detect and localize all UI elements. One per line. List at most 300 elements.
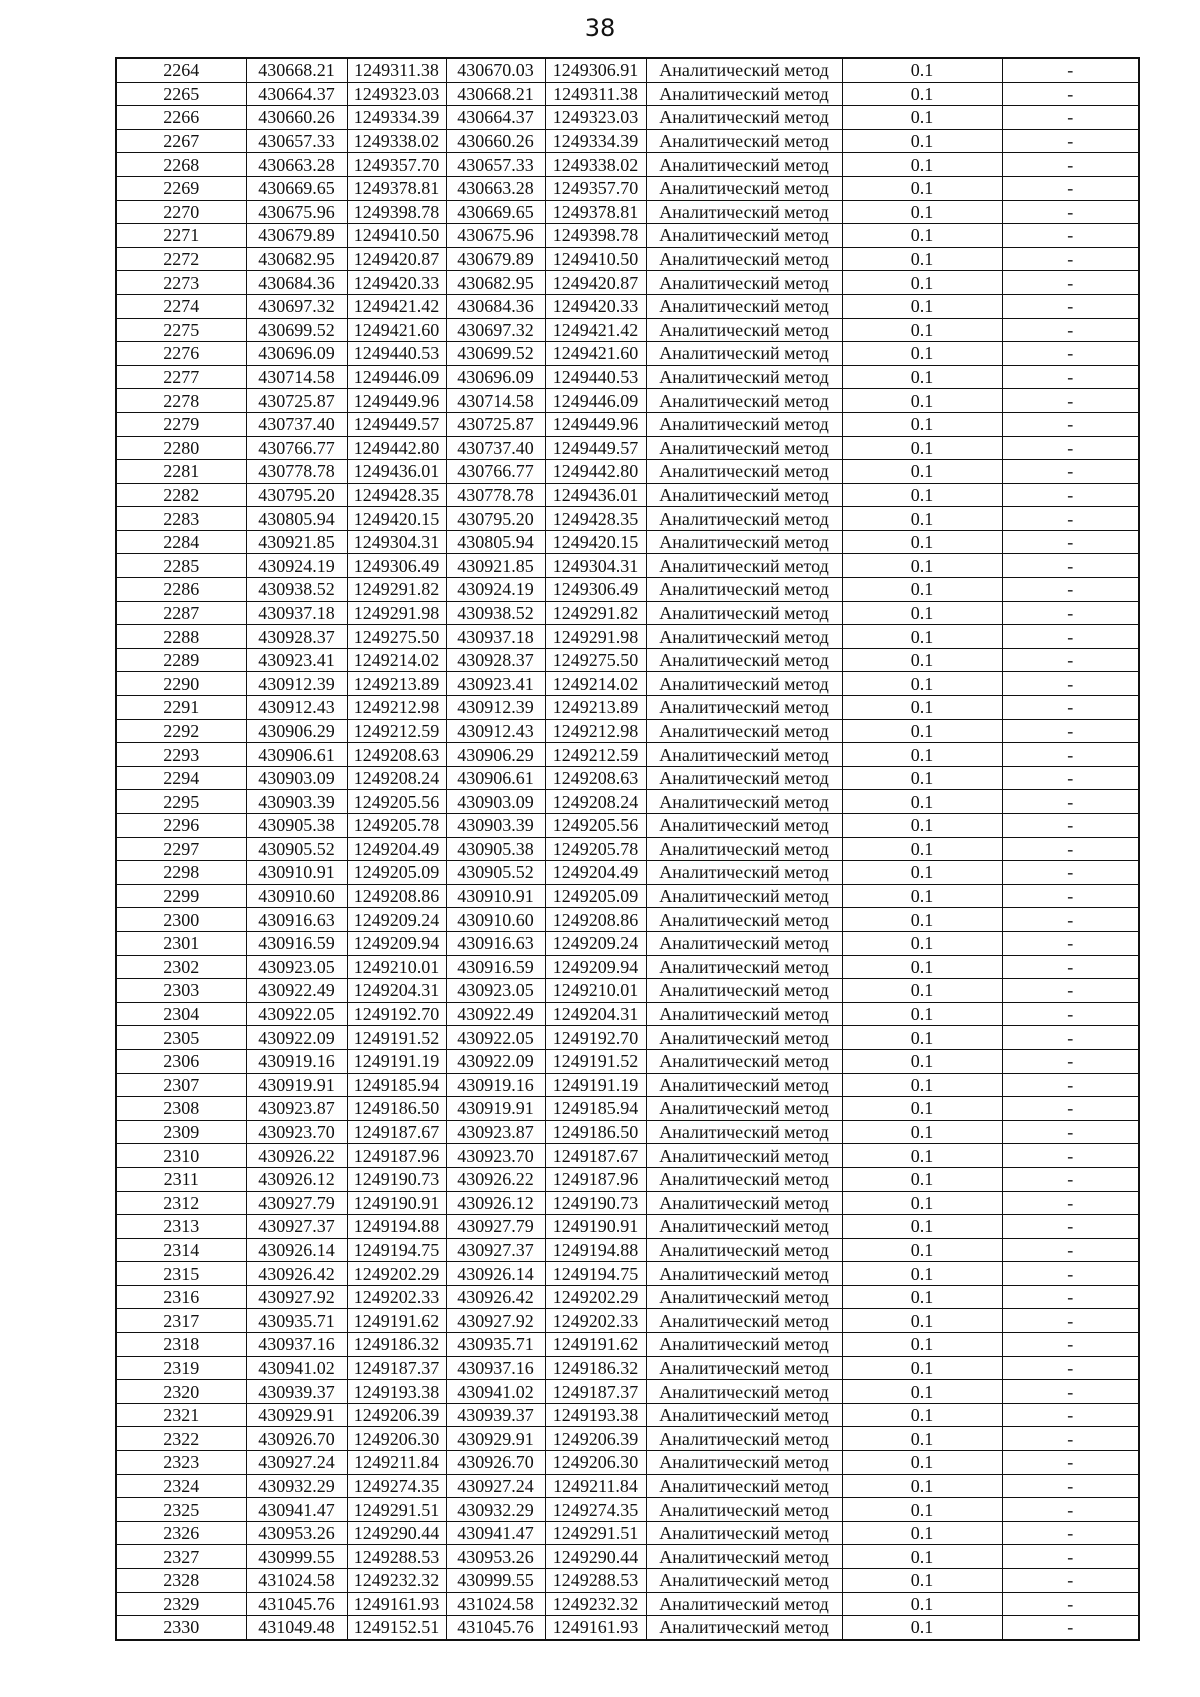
accuracy-cell: 0.1 xyxy=(842,1569,1002,1593)
point-number-cell: 2295 xyxy=(116,790,246,814)
note-cell: - xyxy=(1002,1309,1139,1333)
note-cell: - xyxy=(1002,58,1139,82)
note-cell: - xyxy=(1002,200,1139,224)
point-number-cell: 2294 xyxy=(116,766,246,790)
prev-x-coordinate-cell: 430926.14 xyxy=(446,1262,545,1286)
y-coordinate-cell: 1249190.91 xyxy=(347,1191,446,1215)
note-cell: - xyxy=(1002,1144,1139,1168)
point-number-cell: 2297 xyxy=(116,837,246,861)
y-coordinate-cell: 1249206.30 xyxy=(347,1427,446,1451)
table-row xyxy=(116,483,1139,507)
prev-x-coordinate-cell: 430999.55 xyxy=(446,1569,545,1593)
y-coordinate-cell: 1249275.50 xyxy=(347,625,446,649)
y-coordinate-cell: 1249191.19 xyxy=(347,1049,446,1073)
note-cell: - xyxy=(1002,1403,1139,1427)
note-cell: - xyxy=(1002,884,1139,908)
point-number-cell: 2284 xyxy=(116,530,246,554)
prev-y-coordinate-cell: 1249398.78 xyxy=(545,224,646,248)
method-cell: Аналитический метод xyxy=(646,82,842,106)
note-cell: - xyxy=(1002,1380,1139,1404)
point-number-cell: 2269 xyxy=(116,176,246,200)
table-row xyxy=(116,1002,1139,1026)
prev-x-coordinate-cell: 430668.21 xyxy=(446,82,545,106)
x-coordinate-cell: 430937.16 xyxy=(246,1333,347,1357)
x-coordinate-cell: 430923.05 xyxy=(246,955,347,979)
point-number-cell: 2324 xyxy=(116,1474,246,1498)
accuracy-cell: 0.1 xyxy=(842,790,1002,814)
prev-x-coordinate-cell: 430926.12 xyxy=(446,1191,545,1215)
point-number-cell: 2292 xyxy=(116,719,246,743)
table-row xyxy=(116,1238,1139,1262)
prev-x-coordinate-cell: 430953.26 xyxy=(446,1545,545,1569)
prev-x-coordinate-cell: 430910.60 xyxy=(446,908,545,932)
point-number-cell: 2291 xyxy=(116,696,246,720)
point-number-cell: 2310 xyxy=(116,1144,246,1168)
point-number-cell: 2278 xyxy=(116,389,246,413)
y-coordinate-cell: 1249208.63 xyxy=(347,743,446,767)
method-cell: Аналитический метод xyxy=(646,884,842,908)
table-row xyxy=(116,1616,1139,1640)
accuracy-cell: 0.1 xyxy=(842,719,1002,743)
note-cell: - xyxy=(1002,1333,1139,1357)
table-row xyxy=(116,1144,1139,1168)
point-number-cell: 2321 xyxy=(116,1403,246,1427)
point-number-cell: 2265 xyxy=(116,82,246,106)
y-coordinate-cell: 1249212.59 xyxy=(347,719,446,743)
prev-y-coordinate-cell: 1249306.91 xyxy=(545,58,646,82)
point-number-cell: 2298 xyxy=(116,861,246,885)
prev-x-coordinate-cell: 430905.52 xyxy=(446,861,545,885)
accuracy-cell: 0.1 xyxy=(842,908,1002,932)
prev-x-coordinate-cell: 430923.87 xyxy=(446,1120,545,1144)
y-coordinate-cell: 1249187.96 xyxy=(347,1144,446,1168)
method-cell: Аналитический метод xyxy=(646,129,842,153)
y-coordinate-cell: 1249213.89 xyxy=(347,672,446,696)
note-cell: - xyxy=(1002,82,1139,106)
accuracy-cell: 0.1 xyxy=(842,1073,1002,1097)
y-coordinate-cell: 1249191.62 xyxy=(347,1309,446,1333)
method-cell: Аналитический метод xyxy=(646,1474,842,1498)
point-number-cell: 2274 xyxy=(116,294,246,318)
prev-y-coordinate-cell: 1249205.56 xyxy=(545,814,646,838)
note-cell: - xyxy=(1002,1451,1139,1475)
point-number-cell: 2323 xyxy=(116,1451,246,1475)
y-coordinate-cell: 1249208.24 xyxy=(347,766,446,790)
prev-x-coordinate-cell: 430927.24 xyxy=(446,1474,545,1498)
accuracy-cell: 0.1 xyxy=(842,1002,1002,1026)
coordinates-table xyxy=(115,57,1140,1641)
note-cell: - xyxy=(1002,294,1139,318)
y-coordinate-cell: 1249449.96 xyxy=(347,389,446,413)
y-coordinate-cell: 1249338.02 xyxy=(347,129,446,153)
method-cell: Аналитический метод xyxy=(646,696,842,720)
point-number-cell: 2322 xyxy=(116,1427,246,1451)
x-coordinate-cell: 430929.91 xyxy=(246,1403,347,1427)
x-coordinate-cell: 430999.55 xyxy=(246,1545,347,1569)
x-coordinate-cell: 430696.09 xyxy=(246,342,347,366)
prev-y-coordinate-cell: 1249206.39 xyxy=(545,1427,646,1451)
method-cell: Аналитический метод xyxy=(646,1521,842,1545)
y-coordinate-cell: 1249202.29 xyxy=(347,1262,446,1286)
prev-y-coordinate-cell: 1249202.29 xyxy=(545,1285,646,1309)
prev-x-coordinate-cell: 430905.38 xyxy=(446,837,545,861)
point-number-cell: 2283 xyxy=(116,507,246,531)
method-cell: Аналитический метод xyxy=(646,625,842,649)
method-cell: Аналитический метод xyxy=(646,1285,842,1309)
x-coordinate-cell: 430932.29 xyxy=(246,1474,347,1498)
point-number-cell: 2289 xyxy=(116,648,246,672)
note-cell: - xyxy=(1002,1521,1139,1545)
y-coordinate-cell: 1249436.01 xyxy=(347,460,446,484)
table-row xyxy=(116,224,1139,248)
point-number-cell: 2326 xyxy=(116,1521,246,1545)
prev-y-coordinate-cell: 1249185.94 xyxy=(545,1097,646,1121)
method-cell: Аналитический метод xyxy=(646,979,842,1003)
note-cell: - xyxy=(1002,578,1139,602)
y-coordinate-cell: 1249194.88 xyxy=(347,1215,446,1239)
prev-x-coordinate-cell: 430670.03 xyxy=(446,58,545,82)
table-row xyxy=(116,176,1139,200)
x-coordinate-cell: 430916.59 xyxy=(246,931,347,955)
prev-x-coordinate-cell: 430924.19 xyxy=(446,578,545,602)
accuracy-cell: 0.1 xyxy=(842,200,1002,224)
note-cell: - xyxy=(1002,814,1139,838)
prev-x-coordinate-cell: 430906.29 xyxy=(446,743,545,767)
note-cell: - xyxy=(1002,106,1139,130)
prev-y-coordinate-cell: 1249191.52 xyxy=(545,1049,646,1073)
prev-y-coordinate-cell: 1249187.96 xyxy=(545,1167,646,1191)
point-number-cell: 2311 xyxy=(116,1167,246,1191)
note-cell: - xyxy=(1002,1215,1139,1239)
note-cell: - xyxy=(1002,1545,1139,1569)
method-cell: Аналитический метод xyxy=(646,837,842,861)
accuracy-cell: 0.1 xyxy=(842,1144,1002,1168)
y-coordinate-cell: 1249398.78 xyxy=(347,200,446,224)
prev-y-coordinate-cell: 1249436.01 xyxy=(545,483,646,507)
table-row xyxy=(116,1215,1139,1239)
accuracy-cell: 0.1 xyxy=(842,1545,1002,1569)
method-cell: Аналитический метод xyxy=(646,1144,842,1168)
table-row xyxy=(116,436,1139,460)
note-cell: - xyxy=(1002,979,1139,1003)
table-row xyxy=(116,153,1139,177)
prev-y-coordinate-cell: 1249306.49 xyxy=(545,578,646,602)
point-number-cell: 2264 xyxy=(116,58,246,82)
x-coordinate-cell: 430923.70 xyxy=(246,1120,347,1144)
x-coordinate-cell: 430923.41 xyxy=(246,648,347,672)
prev-y-coordinate-cell: 1249194.75 xyxy=(545,1262,646,1286)
y-coordinate-cell: 1249192.70 xyxy=(347,1002,446,1026)
accuracy-cell: 0.1 xyxy=(842,1167,1002,1191)
y-coordinate-cell: 1249410.50 xyxy=(347,224,446,248)
prev-y-coordinate-cell: 1249323.03 xyxy=(545,106,646,130)
note-cell: - xyxy=(1002,176,1139,200)
prev-y-coordinate-cell: 1249211.84 xyxy=(545,1474,646,1498)
point-number-cell: 2304 xyxy=(116,1002,246,1026)
method-cell: Аналитический метод xyxy=(646,1120,842,1144)
prev-x-coordinate-cell: 431024.58 xyxy=(446,1592,545,1616)
note-cell: - xyxy=(1002,554,1139,578)
prev-y-coordinate-cell: 1249291.51 xyxy=(545,1521,646,1545)
point-number-cell: 2287 xyxy=(116,601,246,625)
table-row xyxy=(116,82,1139,106)
point-number-cell: 2305 xyxy=(116,1026,246,1050)
y-coordinate-cell: 1249357.70 xyxy=(347,153,446,177)
accuracy-cell: 0.1 xyxy=(842,1592,1002,1616)
prev-x-coordinate-cell: 430932.29 xyxy=(446,1498,545,1522)
point-number-cell: 2271 xyxy=(116,224,246,248)
x-coordinate-cell: 430903.39 xyxy=(246,790,347,814)
table-row xyxy=(116,979,1139,1003)
accuracy-cell: 0.1 xyxy=(842,743,1002,767)
note-cell: - xyxy=(1002,436,1139,460)
note-cell: - xyxy=(1002,483,1139,507)
y-coordinate-cell: 1249440.53 xyxy=(347,342,446,366)
prev-x-coordinate-cell: 430805.94 xyxy=(446,530,545,554)
note-cell: - xyxy=(1002,1191,1139,1215)
prev-y-coordinate-cell: 1249357.70 xyxy=(545,176,646,200)
table-row xyxy=(116,1569,1139,1593)
prev-x-coordinate-cell: 430714.58 xyxy=(446,389,545,413)
method-cell: Аналитический метод xyxy=(646,483,842,507)
prev-y-coordinate-cell: 1249202.33 xyxy=(545,1309,646,1333)
point-number-cell: 2277 xyxy=(116,365,246,389)
point-number-cell: 2301 xyxy=(116,931,246,955)
note-cell: - xyxy=(1002,389,1139,413)
x-coordinate-cell: 430910.60 xyxy=(246,884,347,908)
point-number-cell: 2309 xyxy=(116,1120,246,1144)
x-coordinate-cell: 430912.39 xyxy=(246,672,347,696)
point-number-cell: 2296 xyxy=(116,814,246,838)
table-row xyxy=(116,1167,1139,1191)
prev-x-coordinate-cell: 430664.37 xyxy=(446,106,545,130)
prev-y-coordinate-cell: 1249208.86 xyxy=(545,908,646,932)
accuracy-cell: 0.1 xyxy=(842,625,1002,649)
accuracy-cell: 0.1 xyxy=(842,58,1002,82)
point-number-cell: 2267 xyxy=(116,129,246,153)
method-cell: Аналитический метод xyxy=(646,578,842,602)
table-row xyxy=(116,412,1139,436)
prev-x-coordinate-cell: 430669.65 xyxy=(446,200,545,224)
method-cell: Аналитический метод xyxy=(646,153,842,177)
point-number-cell: 2317 xyxy=(116,1309,246,1333)
prev-y-coordinate-cell: 1249304.31 xyxy=(545,554,646,578)
accuracy-cell: 0.1 xyxy=(842,1403,1002,1427)
accuracy-cell: 0.1 xyxy=(842,106,1002,130)
method-cell: Аналитический метод xyxy=(646,507,842,531)
point-number-cell: 2266 xyxy=(116,106,246,130)
table-row xyxy=(116,1498,1139,1522)
note-cell: - xyxy=(1002,601,1139,625)
accuracy-cell: 0.1 xyxy=(842,1356,1002,1380)
point-number-cell: 2282 xyxy=(116,483,246,507)
accuracy-cell: 0.1 xyxy=(842,365,1002,389)
prev-y-coordinate-cell: 1249208.63 xyxy=(545,766,646,790)
prev-y-coordinate-cell: 1249288.53 xyxy=(545,1569,646,1593)
table-row xyxy=(116,389,1139,413)
accuracy-cell: 0.1 xyxy=(842,389,1002,413)
prev-x-coordinate-cell: 430927.37 xyxy=(446,1238,545,1262)
note-cell: - xyxy=(1002,743,1139,767)
x-coordinate-cell: 430805.94 xyxy=(246,507,347,531)
accuracy-cell: 0.1 xyxy=(842,696,1002,720)
note-cell: - xyxy=(1002,318,1139,342)
prev-y-coordinate-cell: 1249190.91 xyxy=(545,1215,646,1239)
y-coordinate-cell: 1249202.33 xyxy=(347,1285,446,1309)
prev-y-coordinate-cell: 1249191.19 xyxy=(545,1073,646,1097)
prev-y-coordinate-cell: 1249420.15 xyxy=(545,530,646,554)
prev-x-coordinate-cell: 430663.28 xyxy=(446,176,545,200)
table-row xyxy=(116,318,1139,342)
prev-y-coordinate-cell: 1249205.09 xyxy=(545,884,646,908)
note-cell: - xyxy=(1002,1049,1139,1073)
prev-y-coordinate-cell: 1249440.53 xyxy=(545,365,646,389)
x-coordinate-cell: 430657.33 xyxy=(246,129,347,153)
prev-x-coordinate-cell: 430795.20 xyxy=(446,507,545,531)
note-cell: - xyxy=(1002,271,1139,295)
prev-y-coordinate-cell: 1249421.60 xyxy=(545,342,646,366)
prev-x-coordinate-cell: 430912.39 xyxy=(446,696,545,720)
method-cell: Аналитический метод xyxy=(646,436,842,460)
x-coordinate-cell: 430919.16 xyxy=(246,1049,347,1073)
method-cell: Аналитический метод xyxy=(646,224,842,248)
point-number-cell: 2318 xyxy=(116,1333,246,1357)
method-cell: Аналитический метод xyxy=(646,1569,842,1593)
accuracy-cell: 0.1 xyxy=(842,271,1002,295)
prev-y-coordinate-cell: 1249420.87 xyxy=(545,271,646,295)
x-coordinate-cell: 430928.37 xyxy=(246,625,347,649)
prev-y-coordinate-cell: 1249291.82 xyxy=(545,601,646,625)
x-coordinate-cell: 430926.14 xyxy=(246,1238,347,1262)
x-coordinate-cell: 430737.40 xyxy=(246,412,347,436)
page-number: 38 xyxy=(584,14,616,42)
accuracy-cell: 0.1 xyxy=(842,837,1002,861)
table-row xyxy=(116,696,1139,720)
method-cell: Аналитический метод xyxy=(646,1403,842,1427)
prev-x-coordinate-cell: 430919.16 xyxy=(446,1073,545,1097)
method-cell: Аналитический метод xyxy=(646,1002,842,1026)
y-coordinate-cell: 1249428.35 xyxy=(347,483,446,507)
point-number-cell: 2303 xyxy=(116,979,246,1003)
x-coordinate-cell: 430926.22 xyxy=(246,1144,347,1168)
x-coordinate-cell: 431049.48 xyxy=(246,1616,347,1640)
accuracy-cell: 0.1 xyxy=(842,129,1002,153)
y-coordinate-cell: 1249152.51 xyxy=(347,1616,446,1640)
prev-x-coordinate-cell: 430696.09 xyxy=(446,365,545,389)
y-coordinate-cell: 1249306.49 xyxy=(347,554,446,578)
prev-y-coordinate-cell: 1249193.38 xyxy=(545,1403,646,1427)
prev-y-coordinate-cell: 1249208.24 xyxy=(545,790,646,814)
x-coordinate-cell: 431024.58 xyxy=(246,1569,347,1593)
point-number-cell: 2299 xyxy=(116,884,246,908)
accuracy-cell: 0.1 xyxy=(842,554,1002,578)
x-coordinate-cell: 430664.37 xyxy=(246,82,347,106)
prev-x-coordinate-cell: 430937.16 xyxy=(446,1356,545,1380)
method-cell: Аналитический метод xyxy=(646,1427,842,1451)
accuracy-cell: 0.1 xyxy=(842,1498,1002,1522)
x-coordinate-cell: 430939.37 xyxy=(246,1380,347,1404)
prev-y-coordinate-cell: 1249209.94 xyxy=(545,955,646,979)
note-cell: - xyxy=(1002,412,1139,436)
prev-y-coordinate-cell: 1249186.32 xyxy=(545,1356,646,1380)
accuracy-cell: 0.1 xyxy=(842,931,1002,955)
method-cell: Аналитический метод xyxy=(646,412,842,436)
prev-y-coordinate-cell: 1249186.50 xyxy=(545,1120,646,1144)
prev-y-coordinate-cell: 1249204.49 xyxy=(545,861,646,885)
point-number-cell: 2307 xyxy=(116,1073,246,1097)
x-coordinate-cell: 430669.65 xyxy=(246,176,347,200)
prev-y-coordinate-cell: 1249275.50 xyxy=(545,648,646,672)
prev-x-coordinate-cell: 430926.42 xyxy=(446,1285,545,1309)
note-cell: - xyxy=(1002,861,1139,885)
y-coordinate-cell: 1249193.38 xyxy=(347,1380,446,1404)
prev-x-coordinate-cell: 430660.26 xyxy=(446,129,545,153)
prev-y-coordinate-cell: 1249214.02 xyxy=(545,672,646,696)
prev-x-coordinate-cell: 430929.91 xyxy=(446,1427,545,1451)
prev-y-coordinate-cell: 1249213.89 xyxy=(545,696,646,720)
x-coordinate-cell: 430660.26 xyxy=(246,106,347,130)
accuracy-cell: 0.1 xyxy=(842,1262,1002,1286)
method-cell: Аналитический метод xyxy=(646,648,842,672)
accuracy-cell: 0.1 xyxy=(842,82,1002,106)
point-number-cell: 2272 xyxy=(116,247,246,271)
note-cell: - xyxy=(1002,1616,1139,1640)
table-row xyxy=(116,507,1139,531)
y-coordinate-cell: 1249205.78 xyxy=(347,814,446,838)
method-cell: Аналитический метод xyxy=(646,365,842,389)
method-cell: Аналитический метод xyxy=(646,1049,842,1073)
accuracy-cell: 0.1 xyxy=(842,884,1002,908)
table-row xyxy=(116,814,1139,838)
point-number-cell: 2308 xyxy=(116,1097,246,1121)
y-coordinate-cell: 1249274.35 xyxy=(347,1474,446,1498)
point-number-cell: 2312 xyxy=(116,1191,246,1215)
method-cell: Аналитический метод xyxy=(646,1026,842,1050)
note-cell: - xyxy=(1002,1427,1139,1451)
point-number-cell: 2279 xyxy=(116,412,246,436)
method-cell: Аналитический метод xyxy=(646,530,842,554)
point-number-cell: 2280 xyxy=(116,436,246,460)
prev-x-coordinate-cell: 430922.05 xyxy=(446,1026,545,1050)
table-row xyxy=(116,1380,1139,1404)
prev-x-coordinate-cell: 430916.59 xyxy=(446,955,545,979)
table-row xyxy=(116,1592,1139,1616)
y-coordinate-cell: 1249290.44 xyxy=(347,1521,446,1545)
accuracy-cell: 0.1 xyxy=(842,1238,1002,1262)
y-coordinate-cell: 1249291.98 xyxy=(347,601,446,625)
method-cell: Аналитический метод xyxy=(646,672,842,696)
x-coordinate-cell: 430926.12 xyxy=(246,1167,347,1191)
y-coordinate-cell: 1249205.09 xyxy=(347,861,446,885)
y-coordinate-cell: 1249421.60 xyxy=(347,318,446,342)
accuracy-cell: 0.1 xyxy=(842,530,1002,554)
table-row xyxy=(116,837,1139,861)
prev-y-coordinate-cell: 1249205.78 xyxy=(545,837,646,861)
table-row xyxy=(116,530,1139,554)
prev-y-coordinate-cell: 1249290.44 xyxy=(545,1545,646,1569)
table-row xyxy=(116,1333,1139,1357)
x-coordinate-cell: 430675.96 xyxy=(246,200,347,224)
prev-x-coordinate-cell: 430657.33 xyxy=(446,153,545,177)
point-number-cell: 2290 xyxy=(116,672,246,696)
point-number-cell: 2320 xyxy=(116,1380,246,1404)
table-row xyxy=(116,1026,1139,1050)
accuracy-cell: 0.1 xyxy=(842,224,1002,248)
accuracy-cell: 0.1 xyxy=(842,1120,1002,1144)
prev-x-coordinate-cell: 430697.32 xyxy=(446,318,545,342)
prev-y-coordinate-cell: 1249449.96 xyxy=(545,412,646,436)
y-coordinate-cell: 1249212.98 xyxy=(347,696,446,720)
